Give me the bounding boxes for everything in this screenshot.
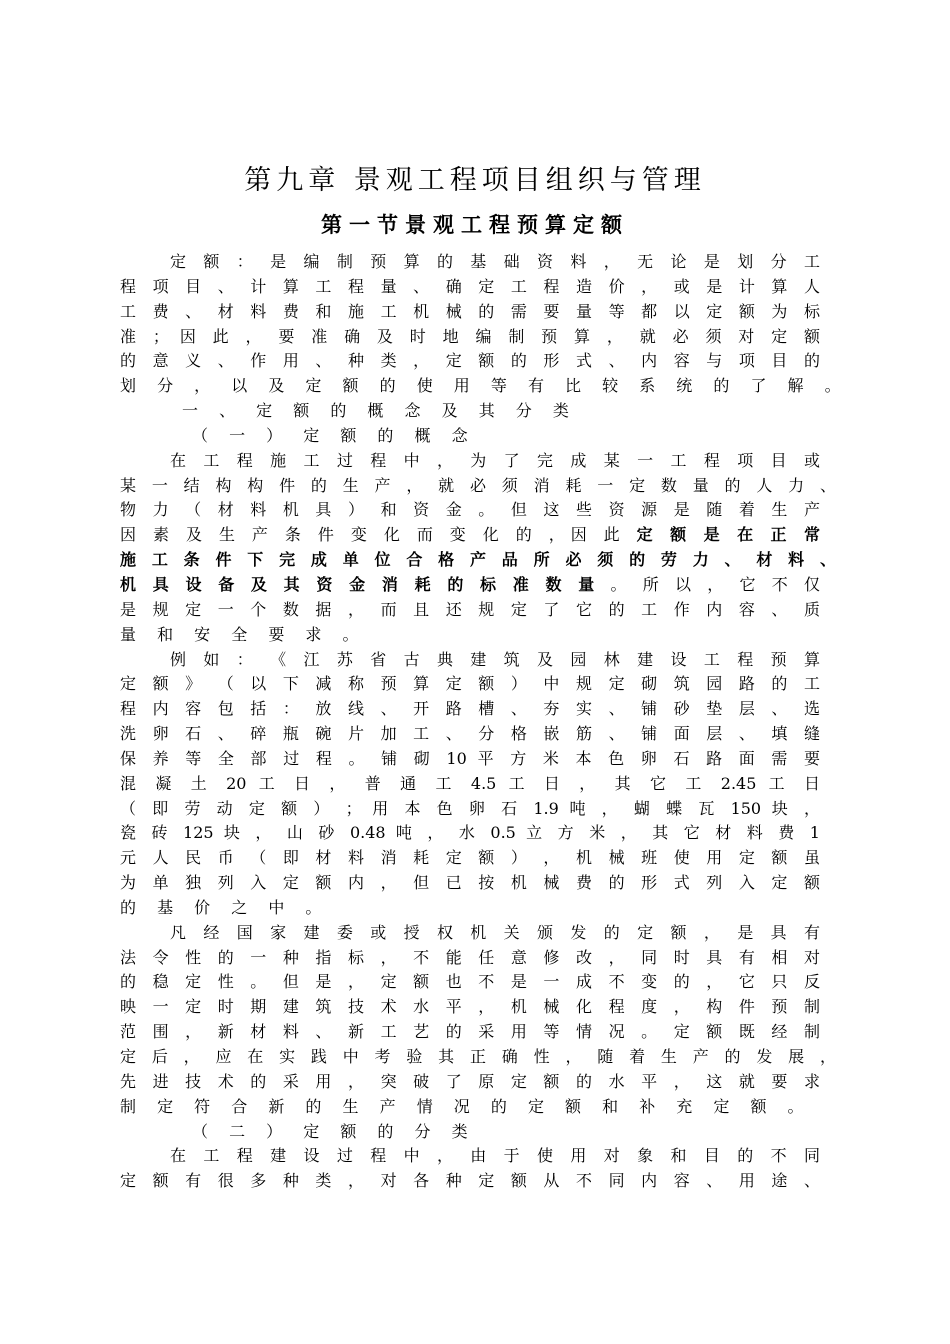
line-text: 定 额 》 （ 以 下 减 称 预 算 定 额 ） 中 规 定 砌 筑 园 路 的 工: [120, 674, 820, 694]
line-text: 洗 卵 石 、 碎 瓶 碗 片 加 工 、 分 格 嵌 筋 、 铺 面 层 、 填 缝: [120, 724, 820, 744]
line-text: 程 内 容 包 括 ： 放 线 、 开 路 槽 、 夯 实 、 铺 砂 垫 层 、 选: [120, 699, 820, 719]
text-line: [120, 275, 820, 300]
line-text: 映 一 定 时 期 建 筑 技 术 水 平 ， 机 械 化 程 度 ， 构 件 预 制: [120, 997, 820, 1017]
text-line: [120, 672, 820, 697]
line-text: 的 基 价 之 中 。: [120, 897, 330, 917]
text-line: [120, 697, 820, 722]
text-line: [120, 970, 820, 995]
text-line: [120, 1020, 820, 1045]
line-text: 物 力 （ 材 料 机 具 ） 和 资 金 。 但 这 些 资 源 是 随 着 生 产: [120, 500, 820, 520]
text-line: [120, 1120, 820, 1145]
line-text: 因 素 及 生 产 条 件 变 化 而 变 化 的 ，因 此: [120, 525, 637, 545]
line-text: 是 规 定 一 个 数 据 ， 而 且 还 规 定 了 它 的 工 作 内 容 、 质: [120, 599, 820, 619]
line-text: 在 工 程 建 设 过 程 中 ， 由 于 使 用 对 象 和 目 的 不 同: [170, 1146, 820, 1166]
line-text: 为 单 独 列 入 定 额 内 ， 但 已 按 机 械 费 的 形 式 列 入 定 额: [120, 873, 820, 893]
text-line: [120, 747, 820, 772]
text-line: [120, 523, 820, 548]
line-text: 某 一 结 构 构 件 的 生 产 ， 就 必 须 消 耗 一 定 数 量 的 人 力 、: [120, 475, 836, 495]
line-text: 范 围 ， 新 材 料 、 新 工 艺 的 采 用 等 情 况 。 定 额 既 经 制: [120, 1022, 820, 1042]
text-line: [120, 772, 820, 797]
text-line: [120, 474, 836, 499]
line-text: 例 如 ： 《 江 苏 省 古 典 建 筑 及 园 林 建 设 工 程 预 算: [170, 649, 820, 669]
text-line: [120, 325, 820, 350]
text-line: [120, 399, 820, 424]
body-text: [120, 250, 849, 1194]
text-line: [120, 946, 820, 971]
bold-text: 定 额 是 在 正 常: [636, 525, 820, 545]
text-line: [120, 871, 820, 896]
text-line: [120, 797, 820, 822]
line-text: 程 项 目 、 计 算 工 程 量 、 确 定 工 程 造 价 ， 或 是 计 算 人: [120, 276, 820, 296]
line-text: 工 费 、 材 料 费 和 施 工 机 械 的 需 要 量 等 都 以 定 额 为 标: [120, 301, 820, 321]
line-text: 划 分 ， 以 及 定 额 的 使 用 等 有 比 较 系 统 的 了 解 。: [120, 376, 849, 396]
text-line: [120, 1095, 820, 1120]
text-line: [120, 846, 820, 871]
line-text: （ 二 ） 定 额 的 分 类: [192, 1121, 476, 1141]
text-line: [120, 1144, 820, 1169]
line-text: 。 所 以 ， 它 不 仅: [599, 574, 820, 594]
line-text: 准 ； 因 此 ， 要 准 确 及 时 地 编 制 预 算 ， 就 必 须 对 定 额: [120, 326, 820, 346]
line-text: 定 额 ： 是 编 制 预 算 的 基 础 资 料 ， 无 论 是 划 分 工: [170, 252, 820, 271]
line-text: 混 凝 土 20 工 日 ， 普 通 工 4.5 工 日 ， 其 它 工 2.45 工 日: [120, 773, 820, 793]
line-text: 先 进 技 术 的 采 用 ， 突 破 了 原 定 额 的 水 平 ， 这 就 要 求: [120, 1071, 820, 1091]
line-text: （ 即 劳 动 定 额 ） ； 用 本 色 卵 石 1.9 吨 ， 蝴 蝶 瓦 150 块 ，: [120, 798, 820, 818]
text-line: [120, 374, 849, 399]
text-line: [120, 896, 820, 921]
text-line: [120, 722, 820, 747]
text-line: [120, 995, 820, 1020]
text-line: [120, 648, 820, 673]
text-line: [120, 921, 820, 946]
text-line: [120, 498, 820, 523]
text-line: [120, 349, 820, 374]
line-text: 在 工 程 施 工 过 程 中 ， 为 了 完 成 某 一 工 程 项 目 或: [170, 450, 820, 470]
line-text: 的 意 义 、 作 用 、 种 类 ， 定 额 的 形 式 、 内 容 与 项 目 的: [120, 351, 820, 371]
section-title: 第一节景观工程预算定额: [321, 213, 629, 237]
bold-text: 机 具 设 备 及 其 资 金 消 耗 的 标 准 数 量: [120, 574, 600, 594]
line-text: 一 、 定 额 的 概 念 及 其 分 类: [182, 401, 577, 421]
bold-text: 施 工 条 件 下 完 成 单 位 合 格 产 品 所 必 须 的 劳 力 、 材 料 、: [120, 550, 836, 570]
line-text: 定 后 ， 应 在 实 践 中 考 验 其 正 确 性 ， 随 着 生 产 的 发 展 ，: [120, 1047, 836, 1066]
line-text: 的 稳 定 性 。 但 是 ， 定 额 也 不 是 一 成 不 变 的 ， 它 只 反: [120, 972, 820, 992]
text-line: [120, 424, 820, 449]
text-line: [120, 548, 836, 573]
text-line: [120, 1070, 820, 1095]
line-text: 制 定 符 合 新 的 生 产 情 况 的 定 额 和 补 充 定 额 。: [120, 1096, 812, 1116]
text-line: [120, 598, 820, 623]
line-text: 法 令 性 的 一 种 指 标 ， 不 能 任 意 修 改 ， 同 时 具 有 相 对: [120, 947, 820, 967]
text-line: [120, 623, 820, 648]
text-line: [120, 821, 820, 846]
text-line: [120, 300, 820, 325]
text-line: [120, 449, 820, 474]
text-line: [120, 573, 820, 598]
text-line: [120, 1045, 836, 1070]
line-text: 定 额 有 很 多 种 类 ， 对 各 种 定 额 从 不 同 内 容 、 用 途 、: [120, 1171, 820, 1191]
line-text: （ 一 ） 定 额 的 概 念: [192, 425, 476, 445]
line-text: 瓷 砖 125 块 ， 山 砂 0.48 吨 ， 水 0.5 立 方 米 ， 其 它 材 料 费 1: [120, 823, 820, 843]
line-text: 凡 经 国 家 建 委 或 授 权 机 关 颁 发 的 定 额 ， 是 具 有: [170, 922, 820, 942]
text-line: [120, 1169, 820, 1194]
chapter-title: 第九章 景观工程项目组织与管理: [244, 165, 706, 196]
text-line: [120, 250, 820, 275]
line-text: 保 养 等 全 部 过 程 。 铺 砌 10 平 方 米 本 色 卵 石 路 面 需 要: [120, 748, 820, 768]
line-text: 元 人 民 币 （ 即 材 料 消 耗 定 额 ） ， 机 械 班 使 用 定 额 虽: [120, 848, 820, 868]
line-text: 量 和 安 全 要 求 。: [120, 624, 367, 644]
